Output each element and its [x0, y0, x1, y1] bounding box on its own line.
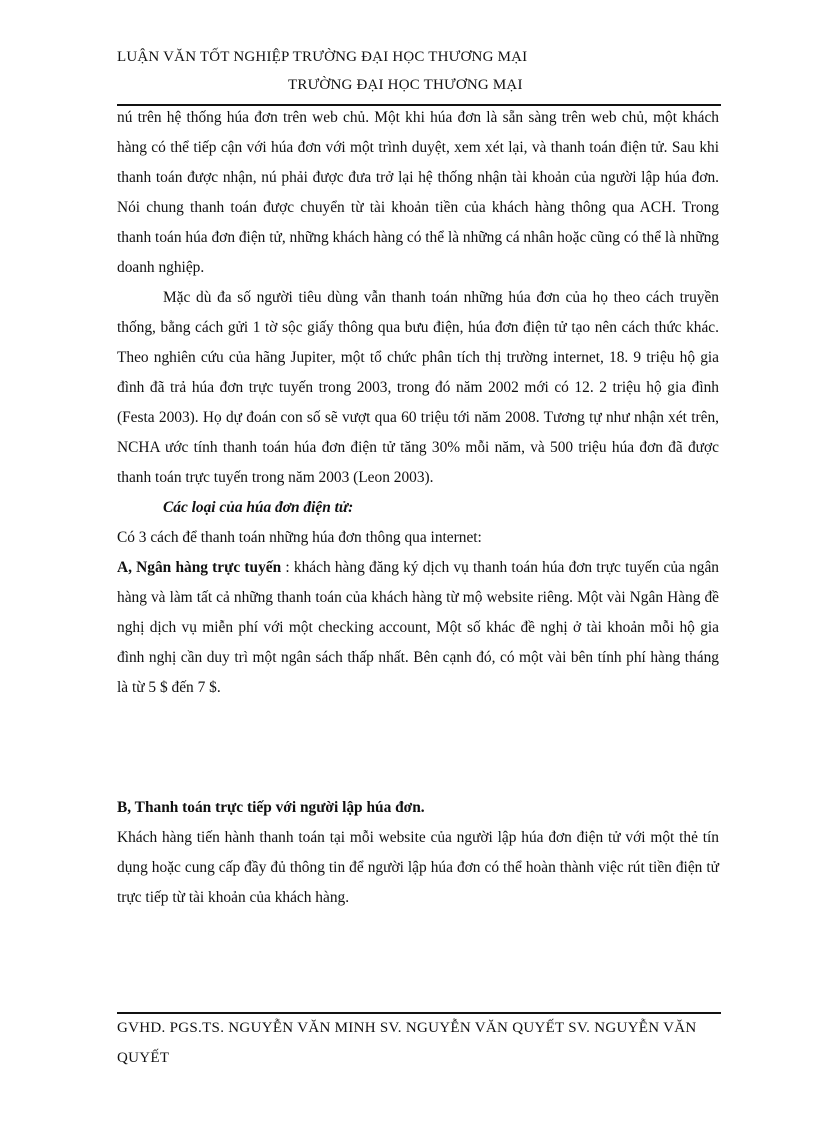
page-footer: GVHD. PGS.TS. NGUYỄN VĂN MINH SV. NGUYỄN VĂN QUYẾT SV. NGUYỄN VĂN QUYẾT: [117, 1020, 697, 1066]
subheading-types: Các loại của húa đơn điện tử:: [163, 499, 354, 516]
section-a-title: A, Ngân hàng trực tuyến: [117, 559, 282, 576]
running-header: LUẬN VĂN TỐT NGHIỆP TRƯỜNG ĐẠI HỌC THƯƠNG MẠI: [117, 49, 528, 65]
document-body: [117, 103, 719, 913]
section-b-text: Khách hàng tiến hành thanh toán tại mỗi website của người lập húa đơn điện tử với một thẻ tín dụng hoặc cung cấp đầy đủ thông tin để người lập húa đơn có thể hoàn thành việc rút tiền điện tử trực tiếp từ tài khoản của khách hàng.: [117, 829, 719, 906]
header-school-name: TRƯỜNG ĐẠI HỌC THƯƠNG MẠI: [288, 77, 523, 93]
section-b-title: B, Thanh toán trực tiếp với người lập húa đơn.: [117, 799, 425, 816]
paragraph-methods: Có 3 cách để thanh toán những húa đơn thông qua internet:: [117, 529, 482, 546]
section-a-text: : khách hàng đăng ký dịch vụ thanh toán húa đơn trực tuyến của ngân hàng và làm tất cả những thanh toán của khách hàng từ mộ website riêng. Một vài Ngân Hàng đề nghị dịch vụ miễn phí với một checking account, Một số khác đề nghị ở tài khoản mỗi hộ gia đình nghị cần duy trì một ngân sách thấp nhất. Bên cạnh đó, có một vài bên tính phí hàng tháng là từ 5 $ đến 7 $.: [117, 559, 719, 696]
section-a: [117, 553, 719, 703]
spacer: [117, 703, 719, 793]
paragraph-statistics: Mặc dù đa số người tiêu dùng vẫn thanh toán những húa đơn của họ theo cách truyền thống, bằng cách gửi 1 tờ sộc giấy thông qua bưu điện, húa đơn điện tử tạo nên cách thức khác. Theo nghiên cứu của hãng Jupiter, một tổ chức phân tích thị trường internet, 18. 9 triệu hộ gia đình đã trả húa đơn trực tuyến trong 2003, trong đó năm 2002 mới có 12. 2 triệu hộ gia đình (Festa 2003). Họ dự đoán con số sẽ vượt qua 60 triệu tới năm 2008. Tương tự như nhận xét trên, NCHA ước tính thanh toán húa đơn điện tử tăng 30% mỗi năm, và 500 triệu húa đơn đã được thanh toán trực tuyến trong năm 2003 (Leon 2003).: [117, 289, 719, 486]
paragraph-intro: nú trên hệ thống húa đơn trên web chủ. Một khi húa đơn là sẵn sàng trên web chủ, một khách hàng có thể tiếp cận với húa đơn với một trình duyệt, xem xét lại, và thanh toán điện tử. Sau khi thanh toán được nhận, nú phải được đưa trở lại hệ thống nhận tài khoản của người lập húa đơn. Nói chung thanh toán được chuyển từ tài khoản tiền của khách hàng thông qua ACH. Trong thanh toán húa đơn điện tử, những khách hàng có thể là những cá nhân hoặc cũng có thể là những doanh nghiệp.: [117, 109, 719, 276]
